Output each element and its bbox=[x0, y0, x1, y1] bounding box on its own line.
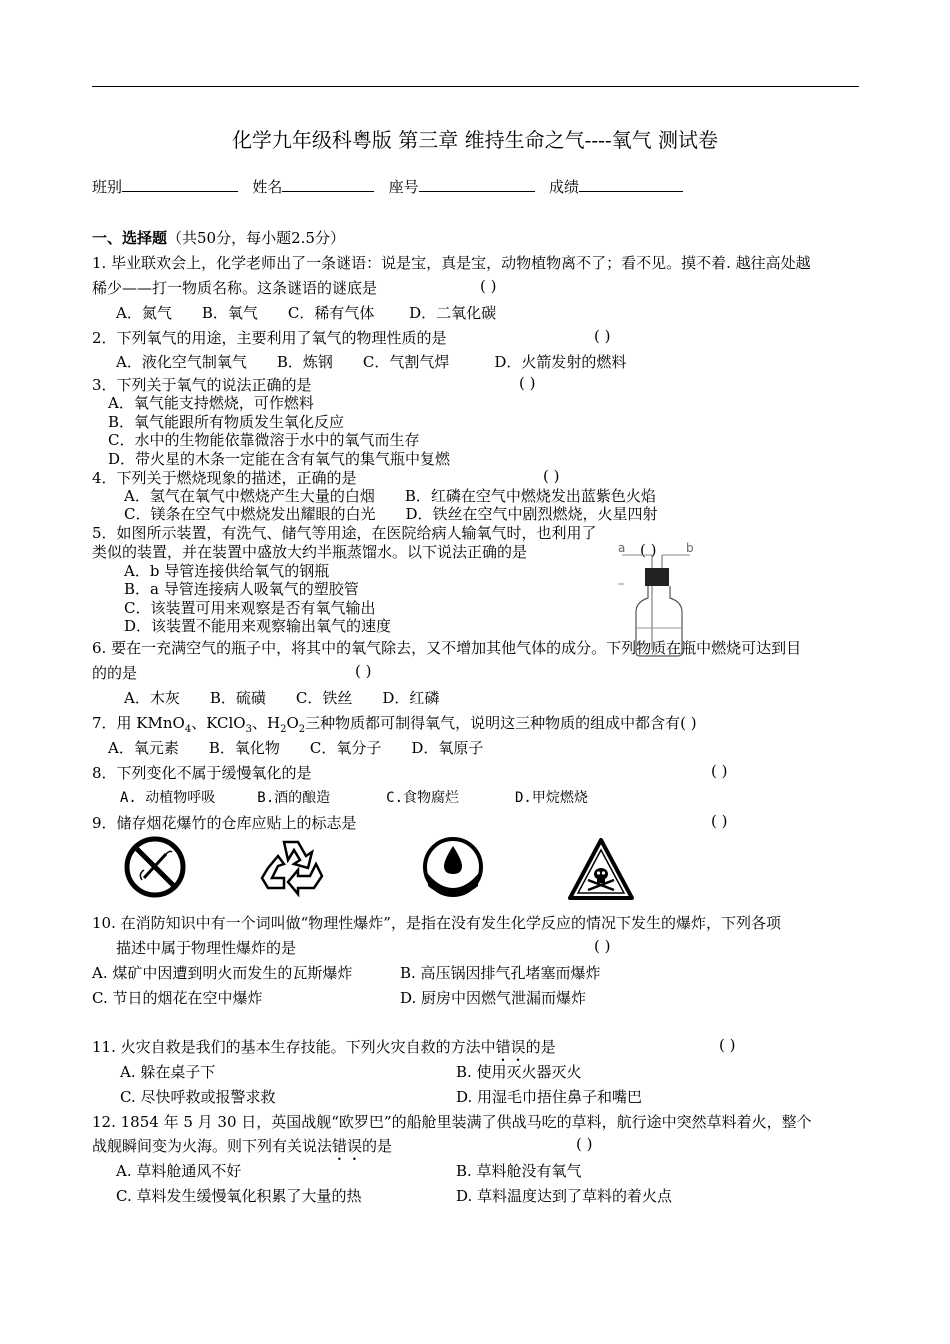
q7-stem-part: O bbox=[286, 714, 299, 732]
q11-option-d: D. 用湿毛巾捂住鼻子和嘴巴 bbox=[456, 1088, 643, 1106]
q10-option-c: C. 节日的烟花在空中爆炸 bbox=[92, 989, 263, 1007]
class-label: 班别 bbox=[92, 178, 123, 196]
no-fire-sign-icon bbox=[122, 834, 188, 900]
section-title: 一、选择题 bbox=[92, 229, 168, 247]
header-rule bbox=[92, 86, 859, 87]
q7-stem-part: 7．用 KMnO bbox=[92, 714, 185, 732]
tube-label-a: a bbox=[618, 541, 626, 555]
q10-answer-paren: ( ) bbox=[594, 937, 611, 955]
q11-option-a: A. 躲在桌子下 bbox=[120, 1063, 216, 1081]
q8-stem: 8．下列变化不属于缓慢氧化的是 bbox=[92, 764, 312, 782]
toxic-warning-sign-icon bbox=[566, 836, 636, 902]
q11-stem-emphasis: 错误 bbox=[495, 1038, 526, 1056]
seat-label: 座号 bbox=[388, 178, 419, 196]
q11-option-c: C. 尽快呼救或报警求救 bbox=[120, 1088, 276, 1106]
q10-line2: 描述中属于物理性爆炸的是 bbox=[116, 939, 297, 957]
q12-option-a: A. 草料舱通风不好 bbox=[116, 1162, 242, 1180]
q5-option-c: C．该装置可用来观察是否有氧气输出 bbox=[124, 599, 376, 617]
q12-answer-paren: ( ) bbox=[576, 1135, 593, 1153]
q5-option-a: A．b 导管连接供给氧气的钢瓶 bbox=[124, 562, 330, 580]
class-blank[interactable] bbox=[122, 177, 238, 192]
q12-option-d: D. 草料温度达到了草料的着火点 bbox=[456, 1187, 673, 1205]
q6-line2: 的的是 bbox=[92, 664, 138, 682]
page-title: 化学九年级科粤版 第三章 维持生命之气----氧气 测试卷 bbox=[231, 128, 719, 152]
q10-option-a: A. 煤矿中因遭到明火而发生的瓦斯爆炸 bbox=[92, 964, 353, 982]
q8-options: A. 动植物呼吸 B.酒的酿造 C.食物腐烂 D.甲烷燃烧 bbox=[120, 790, 588, 806]
q12-line2-pre: 战舰瞬间变为火海。则下列有关说法 bbox=[92, 1137, 333, 1155]
score-label: 成绩 bbox=[548, 178, 579, 196]
q10-option-b: B. 高压锅因排气孔堵塞而爆炸 bbox=[400, 964, 601, 982]
q11-option-b: B. 使用灭火器灭火 bbox=[456, 1063, 582, 1081]
q12-line1: 12. 1854 年 5 月 30 日，英国战舰“欧罗巴”的船舱里装满了供战马吃的草料，航行途中突然草料着火，整个 bbox=[92, 1113, 812, 1131]
seat-blank[interactable] bbox=[419, 177, 535, 192]
q5-answer-paren: ( ) bbox=[640, 541, 657, 559]
q3-option-d: D．带火星的木条一定能在含有氧气的集气瓶中复燃 bbox=[108, 450, 451, 468]
q9-answer-paren: ( ) bbox=[711, 812, 728, 830]
q5-line1: 5．如图所示装置，有洗气、储气等用途，在医院给病人输氧气时，也利用了 bbox=[92, 524, 597, 542]
q5-option-d: D．该装置不能用来观察输出氧气的速度 bbox=[124, 617, 392, 635]
q5-option-b: B．a 导管连接病人吸氧气的塑胶管 bbox=[124, 580, 359, 598]
q7-sub: 2 bbox=[298, 724, 306, 735]
q6-answer-paren: ( ) bbox=[355, 662, 372, 680]
q7-sub: 3 bbox=[245, 724, 252, 735]
q6-line1: 6. 要在一充满空气的瓶子中，将其中的氧气除去，又不增加其他气体的成分。下列物质在瓶中燃烧可达到目 bbox=[92, 639, 802, 657]
score-blank[interactable] bbox=[579, 177, 683, 192]
q7-sub: 2 bbox=[280, 724, 287, 735]
q2-stem: 2．下列氧气的用途，主要利用了氧气的物理性质的是 bbox=[92, 329, 447, 347]
name-blank[interactable] bbox=[282, 177, 374, 192]
section-note: （共50分，每小题2.5分） bbox=[167, 229, 345, 247]
q7-stem-part: 、H bbox=[251, 714, 281, 732]
section-heading bbox=[92, 227, 345, 248]
q3-option-c: C．水中的生物能依靠微溶于水中的氧气而生存 bbox=[108, 431, 420, 449]
q2-options: A．液化空气制氧气 B．炼钢 C．气割气焊 D．火箭发射的燃料 bbox=[116, 353, 627, 371]
q3-answer-paren: ( ) bbox=[519, 374, 536, 392]
q4-stem: 4．下列关于燃烧现象的描述，正确的是 bbox=[92, 469, 357, 487]
water-drop-hand-sign-icon bbox=[420, 834, 486, 900]
q1-answer-paren: ( ) bbox=[480, 277, 497, 295]
q9-stem: 9．储存烟花爆竹的仓库应贴上的标志是 bbox=[92, 814, 357, 832]
q3-option-a: A．氧气能支持燃烧，可作燃料 bbox=[108, 394, 314, 412]
q7-options: A．氧元素 B．氧化物 C．氧分子 D．氧原子 bbox=[108, 739, 484, 757]
q12-line2-post: 的是 bbox=[362, 1137, 393, 1155]
q12-option-b: B. 草料舱没有氧气 bbox=[456, 1162, 582, 1180]
q7-stem-part: 三种物质都可制得氧气，说明这三种物质的组成中都含有( ) bbox=[305, 714, 697, 732]
q12-option-c: C. 草料发生缓慢氧化积累了大量的热 bbox=[116, 1187, 362, 1205]
q6-options: A．木灰 B．硫磺 C．铁丝 D．红磷 bbox=[124, 689, 440, 707]
q11-answer-paren: ( ) bbox=[719, 1036, 736, 1054]
q1-options: A．氮气 B．氧气 C．稀有气体 D．二氧化碳 bbox=[116, 304, 497, 322]
q11-stem-post: 的是 bbox=[525, 1038, 556, 1056]
q4-answer-paren: ( ) bbox=[543, 467, 560, 485]
q7-sub: 4 bbox=[184, 724, 192, 735]
student-info-line bbox=[92, 176, 683, 197]
name-label: 姓名 bbox=[252, 178, 283, 196]
q2-answer-paren: ( ) bbox=[594, 327, 611, 345]
q1-line2: 稀少——打一物质名称。这条谜语的谜底是 bbox=[92, 279, 378, 297]
q11-stem-pre: 11. 火灾自救是我们的基本生存技能。下列火灾自救的方法中 bbox=[92, 1038, 496, 1056]
q3-option-b: B．氧气能跟所有物质发生氧化反应 bbox=[108, 413, 345, 431]
recycle-sign-icon bbox=[258, 836, 326, 898]
q8-answer-paren: ( ) bbox=[711, 762, 728, 780]
q5-line2: 类似的装置，并在装置中盛放大约半瓶蒸馏水。以下说法正确的是 bbox=[92, 543, 528, 561]
q10-line1: 10. 在消防知识中有一个词叫做“物理性爆炸”，是指在没有发生化学反应的情况下发生的爆炸，下列各项 bbox=[92, 914, 781, 932]
q3-stem: 3．下列关于氧气的说法正确的是 bbox=[92, 376, 312, 394]
q4-options-ab: A．氢气在氧气中燃烧产生大量的白烟 B．红磷在空气中燃烧发出蓝紫色火焰 bbox=[124, 487, 656, 505]
tube-label-b: b bbox=[686, 541, 694, 555]
q10-option-d: D. 厨房中因燃气泄漏而爆炸 bbox=[400, 989, 587, 1007]
q12-line2-emphasis: 错误 bbox=[332, 1137, 363, 1155]
q4-options-cd: C．镁条在空气中燃烧发出耀眼的白光 D．铁丝在空气中剧烈燃烧，火星四射 bbox=[124, 505, 658, 523]
q7-stem-part: 、KClO bbox=[191, 714, 246, 732]
q7-stem bbox=[92, 712, 697, 735]
q1-line1: 1. 毕业联欢会上，化学老师出了一条谜语：说是宝，真是宝，动物植物离不了；看不见。摸不着. 越往高处越 bbox=[92, 254, 811, 272]
